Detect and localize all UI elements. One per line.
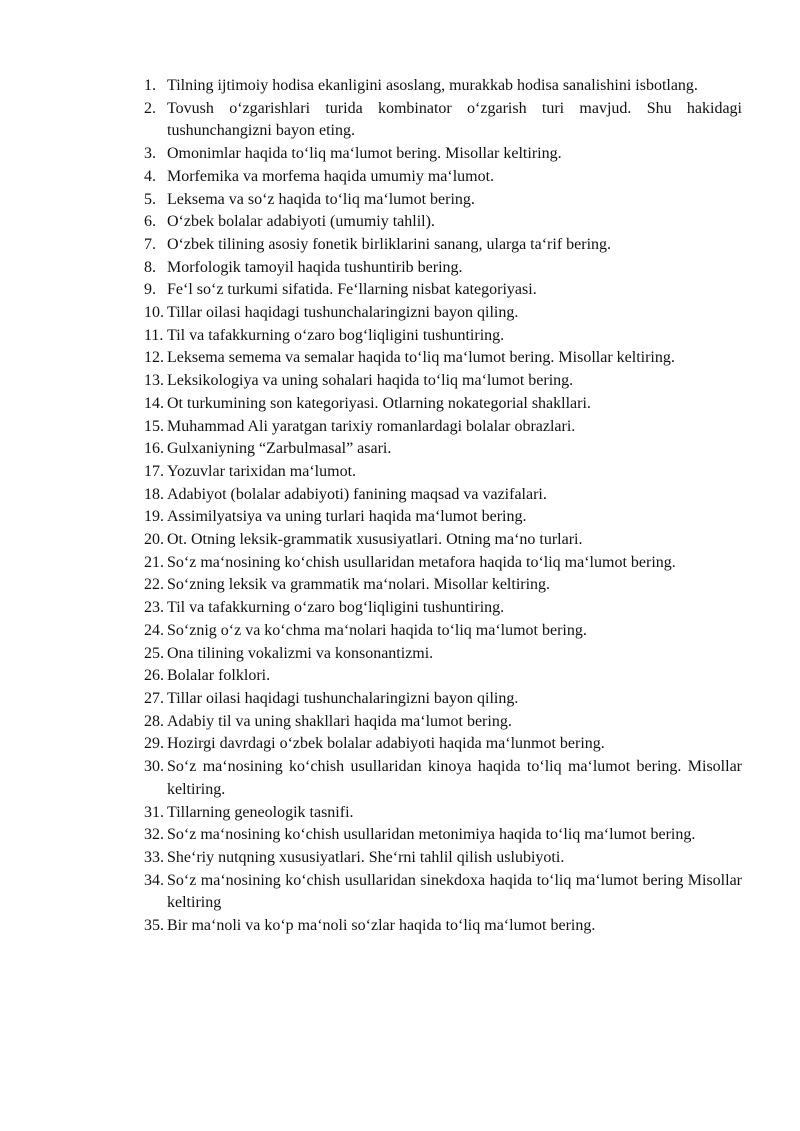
question-item: [0, 234, 800, 257]
question-text: So‘znig o‘z va ko‘chma ma‘nolari haqida to‘liq ma‘lumot bering.: [167, 621, 587, 639]
question-item: [0, 529, 800, 552]
question-number: 28.: [144, 712, 164, 730]
question-text: Gulxaniyning “Zarbulmasal” asari.: [167, 440, 392, 458]
question-item: [0, 484, 800, 507]
question-text: Fe‘l so‘z turkumi sifatida. Fe‘llarning nisbat kategoriyasi.: [167, 281, 537, 299]
question-number: 14.: [144, 394, 164, 412]
question-number: 19.: [144, 508, 164, 526]
question-item: [0, 279, 800, 302]
question-item: [0, 733, 800, 756]
question-item: [0, 461, 800, 484]
question-item: [0, 302, 800, 325]
question-number: 4.: [144, 167, 156, 185]
question-item: [0, 915, 800, 938]
question-number: 13.: [144, 372, 164, 390]
question-number: 8.: [144, 258, 156, 276]
question-text: So‘z ma‘nosining ko‘chish usullaridan kinoya haqida to‘liq ma‘lumot bering. Misollar keltiring.: [167, 758, 742, 798]
question-item: [0, 325, 800, 348]
question-text: Tillar oilasi haqidagi tushunchalaringizni bayon qiling.: [167, 689, 519, 707]
question-text: Tilning ijtimoiy hodisa ekanligini asoslang, murakkab hodisa sanalishini isbotlang.: [167, 77, 698, 94]
question-number: 31.: [144, 803, 164, 821]
question-number: 22.: [144, 576, 164, 594]
question-number: 33.: [144, 848, 164, 866]
question-item: [0, 688, 800, 711]
question-text: So‘z ma‘nosining ko‘chish usullaridan metonimiya haqida to‘liq ma‘lumot bering.: [167, 826, 696, 844]
question-number: 6.: [144, 213, 156, 231]
question-number: 17.: [144, 462, 164, 480]
question-text: Ot. Otning leksik-grammatik xususiyatlari. Otning ma‘no turlari.: [167, 531, 583, 549]
question-text: Tillarning geneologik tasnifi.: [167, 803, 354, 821]
question-text: Tillar oilasi haqidagi tushunchalaringizni bayon qiling.: [167, 304, 519, 322]
question-number: 29.: [144, 735, 164, 753]
question-item: [0, 506, 800, 529]
question-text: So‘z ma‘nosining ko‘chish usullaridan metafora haqida to‘liq ma‘lumot bering.: [167, 553, 676, 571]
question-number: 27.: [144, 689, 164, 707]
question-text: Assimilyatsiya va uning turlari haqida ma‘lumot bering.: [167, 508, 527, 526]
question-item: [0, 370, 800, 393]
question-item: [0, 574, 800, 597]
question-item: [0, 347, 800, 370]
question-number: 2.: [144, 99, 156, 117]
question-item: [0, 847, 800, 870]
question-item: [0, 143, 800, 166]
question-number: 5.: [144, 190, 156, 208]
question-number: 1.: [144, 77, 156, 94]
question-number: 23.: [144, 599, 164, 617]
question-text: Til va tafakkurning o‘zaro bog‘liqligini tushuntiring.: [167, 326, 505, 344]
question-text: Omonimlar haqida to‘liq ma‘lumot bering. Misollar keltiring.: [167, 145, 562, 163]
question-number: 10.: [144, 304, 164, 322]
question-number: 26.: [144, 667, 164, 685]
question-number: 12.: [144, 349, 164, 367]
question-item: [0, 189, 800, 212]
question-item: [0, 597, 800, 620]
question-text: She‘riy nutqning xususiyatlari. She‘rni tahlil qilish uslubiyoti.: [167, 848, 565, 866]
question-number: 30.: [144, 758, 164, 776]
question-number: 35.: [144, 917, 164, 935]
question-text: Ot turkumining son kategoriyasi. Otlarning nokategorial shakllari.: [167, 394, 591, 412]
question-item: [0, 620, 800, 643]
question-text: Hozirgi davrdagi o‘zbek bolalar adabiyoti haqida ma‘lunmot bering.: [167, 735, 605, 753]
question-number: 3.: [144, 145, 156, 163]
question-number: 18.: [144, 485, 164, 503]
question-item: [0, 257, 800, 280]
question-text: O‘zbek tilining asosiy fonetik birliklarini sanang, ularga ta‘rif bering.: [167, 235, 612, 253]
question-number: 32.: [144, 826, 164, 844]
question-item: [0, 756, 800, 801]
question-number: 34.: [144, 871, 164, 889]
question-text: O‘zbek bolalar adabiyoti (umumiy tahlil).: [167, 213, 435, 231]
question-text: Leksema semema va semalar haqida to‘liq ma‘lumot bering. Misollar keltiring.: [167, 349, 675, 367]
question-number: 7.: [144, 235, 156, 253]
question-number: 21.: [144, 553, 164, 571]
question-text: Leksikologiya va uning sohalari haqida to‘liq ma‘lumot bering.: [167, 372, 574, 390]
question-item: [0, 665, 800, 688]
question-item: [0, 711, 800, 734]
question-text: Yozuvlar tarixidan ma‘lumot.: [167, 462, 357, 480]
question-text: Bolalar folklori.: [167, 667, 271, 685]
question-text: Adabiyot (bolalar adabiyoti) fanining maqsad va vazifalari.: [167, 485, 547, 503]
question-number: 9.: [144, 281, 156, 299]
question-item: [0, 870, 800, 915]
question-number: 20.: [144, 531, 164, 549]
question-number: 24.: [144, 621, 164, 639]
question-item: [0, 552, 800, 575]
question-text: Tovush o‘zgarishlari turida kombinator o‘zgarish turi mavjud. Shu hakidagi tushunchangizni bayon eting.: [167, 99, 742, 140]
question-item: [0, 211, 800, 234]
question-item: [0, 98, 800, 143]
question-number: 15.: [144, 417, 164, 435]
question-item: [0, 643, 800, 666]
question-item: [0, 393, 800, 416]
question-text: Adabiy til va uning shakllari haqida ma‘lumot bering.: [167, 712, 512, 730]
question-number: 11.: [144, 326, 164, 344]
question-number: 25.: [144, 644, 164, 662]
question-number: 16.: [144, 440, 164, 458]
question-text: Morfemika va morfema haqida umumiy ma‘lumot.: [167, 167, 495, 185]
question-item: [0, 416, 800, 439]
question-text: Til va tafakkurning o‘zaro bog‘liqligini tushuntiring.: [167, 599, 505, 617]
question-text: Ona tilining vokalizmi va konsonantizmi.: [167, 644, 434, 662]
question-list: [0, 75, 800, 938]
question-item: [0, 824, 800, 847]
question-text: Morfologik tamoyil haqida tushuntirib bering.: [167, 258, 463, 276]
question-item: [0, 438, 800, 461]
question-text: Muhammad Ali yaratgan tarixiy romanlardagi bolalar obrazlari.: [167, 417, 576, 435]
question-text: So‘zning leksik va grammatik ma‘nolari. Misollar keltiring.: [167, 576, 551, 594]
question-text: So‘z ma‘nosining ko‘chish usullaridan sinekdoxa haqida to‘liq ma‘lumot bering Misollar keltiring: [167, 871, 742, 912]
question-item: [0, 75, 800, 98]
question-item: [0, 802, 800, 825]
question-item: [0, 166, 800, 189]
question-text: Leksema va so‘z haqida to‘liq ma‘lumot bering.: [167, 190, 475, 208]
question-text: Bir ma‘noli va ko‘p ma‘noli so‘zlar haqida to‘liq ma‘lumot bering.: [167, 917, 596, 935]
